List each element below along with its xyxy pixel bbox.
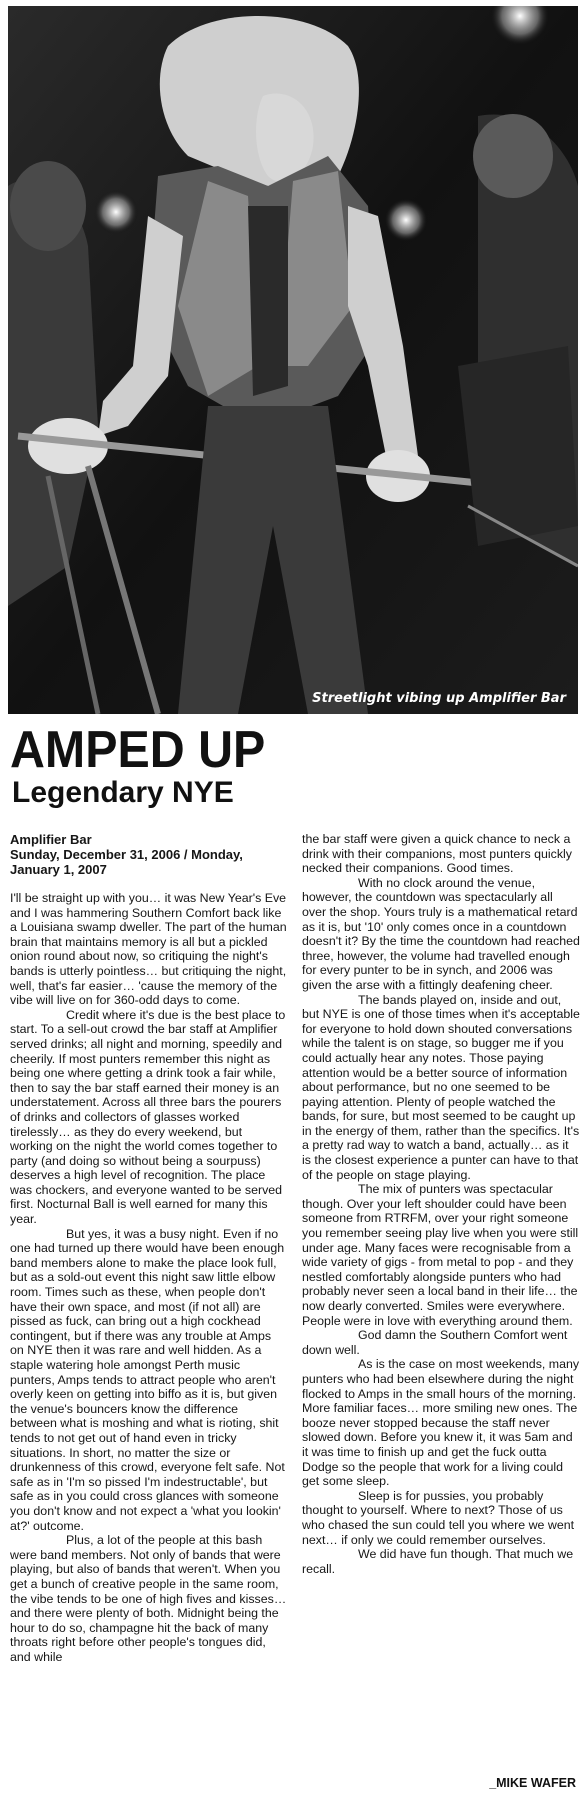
paragraph: Credit where it's due is the best place to start. To a sell-out crowd the bar staff at Amplifier served drinks; all night and morning, speedily and cheerily. If most punters remember this night as being one where getting a drink took a fair while, then to say the bar staff earned their money is an understatement. Across all three bars the pourers of drinks and collectors of glasses worked tirelessly… as they do every weekend, but working on the night the world comes together to party (and doing so without being a sourpuss) deserves a high level of recognition. The place was chockers, and everyone wanted to be served first. Nocturnal Ball is well earned for many this year. bbox=[10, 1007, 286, 1227]
paragraph: God damn the Southern Comfort went down well. bbox=[302, 1328, 568, 1357]
paragraph: Plus, a lot of the people at this bash were band members. Not only of bands that were playing, but also of bands that weren't. When you get a bunch of creative people in the same room, the vibe tends to be one of high fives and kisses… and there were plenty of both. Midnight being the hour to do so, champagne hit the back of many throats right before other people's tongues did, and while bbox=[10, 1533, 287, 1664]
paragraph: But yes, it was a busy night. Even if no one had turned up there would have been enough band members alone to make the place look full, but as a sold-out event this night saw little elbow room. Times such as these, when people don't have their own space, and most (if not all) are pissed as fuck, can bring out a high cockhead contingent, but if there was any trouble at Amps on NYE then it was rare and well hidden. As a staple watering hole amongst Perth music punters, Amps tends to attract people who aren't overly keen on getting into biffo as it is, but given the venue's bouncers know the difference between what is moshing and what is rioting, shit tends to not get out of hand even in tricky situations. In short, no matter the size or drunkenness of this crowd, everyone felt safe. Not safe as in 'I'm so pissed I'm indestructable', but safe as in you could cross glances with someone you don't know and not expect a 'what you lookin' at?' outcome. bbox=[10, 1226, 285, 1533]
article-column-left bbox=[10, 832, 288, 1664]
paragraph: The mix of punters was spectacular though. Over your left shoulder could have been someone from RTRFM, over your right someone you remember seeing play live when you were still under age. Many faces were recognisable from a wide variety of gigs - from metal to pop - and they nestled comfortably alongside punters who had probably never seen a local band in their life… the now dearly converted. Smiles were everywhere. People were in love with everything around them. bbox=[302, 1182, 579, 1328]
paragraph: With no clock around the venue, however, the countdown was spectacularly all over the shop. Yours truly is a mathematical retard as it is, but '10' only comes once in a countdown doesn't it? By the time the countdown had reached three, however, the volume had travelled enough for every punter to be in synch, and 2006 was given the arse with a fittingly deafening cheer. bbox=[302, 875, 580, 992]
photo-caption: Streetlight vibing up Amplifier Bar bbox=[312, 691, 566, 706]
paragraph: Sleep is for pussies, you probably thought to yourself. Where to next? Those of us who chased the sun could tell you where we went next… if only we could remember ourselves. bbox=[302, 1488, 575, 1547]
article-column-right bbox=[302, 832, 580, 1576]
concert-photo bbox=[8, 6, 578, 714]
article-headline: AMPED UP bbox=[10, 721, 266, 779]
paragraph: We did have fun though. That much we recall. bbox=[302, 1547, 574, 1576]
paragraph: As is the case on most weekends, many punters who had been elsewhere during the night flocked to Amps in the small hours of the morning. More familiar faces… more smiling new ones. The booze never stopped because the staff never slowed down. Before you knew it, it was 5am and it was time to finish up and get the fuck outta Dodge so the people that work for a living could get some sleep. bbox=[302, 1357, 580, 1489]
concert-photo-illustration bbox=[8, 6, 578, 714]
event-date: Sunday, December 31, 2006 / Monday, January 1, 2007 bbox=[10, 847, 243, 877]
author-byline: _MIKE WAFER bbox=[489, 1776, 576, 1790]
venue-name: Amplifier Bar bbox=[10, 832, 92, 847]
article-subhead: Legendary NYE bbox=[12, 776, 234, 809]
paragraph: the bar staff were given a quick chance to neck a drink with their companions, most punters quickly necked their companions. Good times. bbox=[302, 832, 572, 876]
paragraph: I'll be straight up with you… it was New Year's Eve and I was hammering Southern Comfort back like a Louisiana swamp dweller. The part of the human brain that maintains memory is all but a pickled onion round about now, so critiquing the night's bands is utterly pointless… but critiquing the night, well, that's far easier… 'cause the memory of the vibe will live on for 360-odd days to come. bbox=[10, 891, 287, 1008]
paragraph: The bands played on, inside and out, but NYE is one of those times when it's acceptable for everyone to hold down shouted conversations while the talent is on stage, so bugger me if you could actually hear any notes. Those paying attention would be a better source of information about performance, but no one seemed to be paying attention. Plenty of people watched the bands, for sure, but most seemed to be caught up in the energy of them, rather than the specifics. It's a pretty rad way to watch a band, actually… as it is the closest experience a punter can have to that of the people on stage playing. bbox=[302, 992, 580, 1182]
